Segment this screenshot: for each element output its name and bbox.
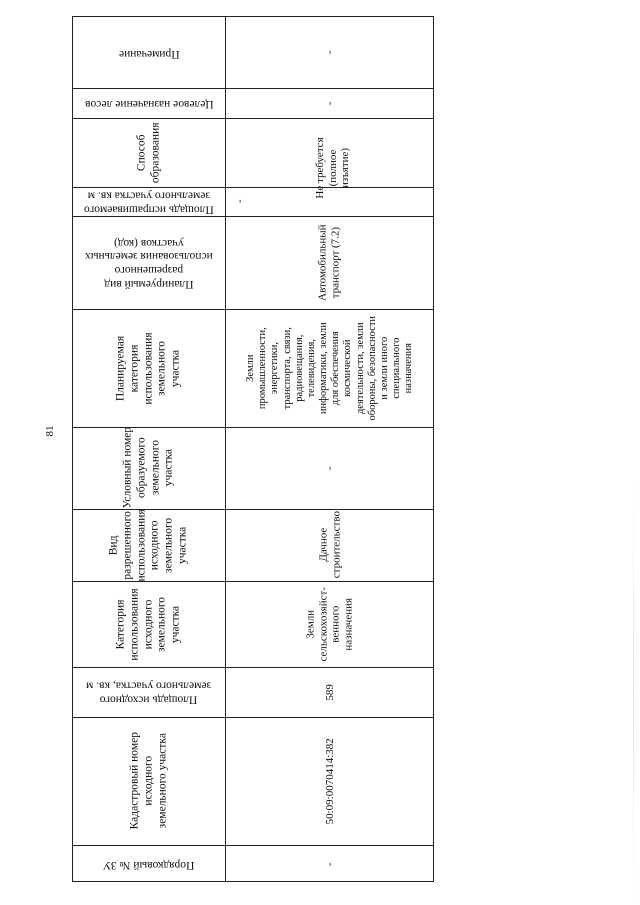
header-formation-method: Способ образования — [135, 122, 161, 183]
header-planned-use-type: Планируемый вид разрешенного использования земельных участков (код) — [85, 236, 213, 291]
value-forest-purpose: - — [323, 101, 336, 105]
scan-edge-shadow — [633, 480, 634, 900]
value-planned-category: Земли промышленности, энергетики, транспорта, связи, радиовещания, телевидения, информатики, земли для обеспечения космической деятельности, земли обороны, безопасности и земли иного специального назначения — [244, 315, 415, 421]
land-plot-table — [72, 16, 434, 882]
value-formation-method: Не требуется (полное изъятие) — [314, 137, 352, 199]
value-planned-use-type: Автомобильный транспорт (7.2) — [316, 224, 341, 301]
value-original-use-type: Дачное строительство — [317, 511, 342, 579]
value-conditional-number: - — [323, 466, 336, 470]
header-cadastral-number: Кадастровый номер исходного земельного участка — [128, 732, 168, 830]
header-forest-purpose: Целевое назначение лесов — [84, 97, 214, 110]
header-original-category: Категория использования исходного земельного участка — [114, 587, 182, 661]
value-cadastral-number: 50:09:0070414:382 — [323, 737, 336, 825]
header-original-area: Площадь исходного земельного участка, кв. м — [86, 680, 212, 706]
header-original-use-type: Вид разрешенного использования исходного земельного участка — [107, 509, 189, 581]
page-number: 81 — [44, 425, 56, 437]
value-original-category: Земли сельскохозяйст- венного назначения — [304, 586, 355, 662]
value-requested-area: - — [233, 199, 246, 204]
header-conditional-number: Условный номер образуемого земельного участка — [121, 427, 175, 509]
header-requested-area: Площадь испрашиваемого земельного участка кв. м — [84, 189, 214, 216]
header-planned-category: Планируемая категория использования земельного участка — [114, 331, 182, 405]
value-original-area: 589 — [323, 683, 336, 701]
value-note: - — [323, 50, 336, 55]
header-note: Примечание — [118, 47, 180, 60]
header-serial-number: Порядковый № ЗУ — [103, 858, 195, 871]
value-serial-number: - — [323, 862, 336, 866]
